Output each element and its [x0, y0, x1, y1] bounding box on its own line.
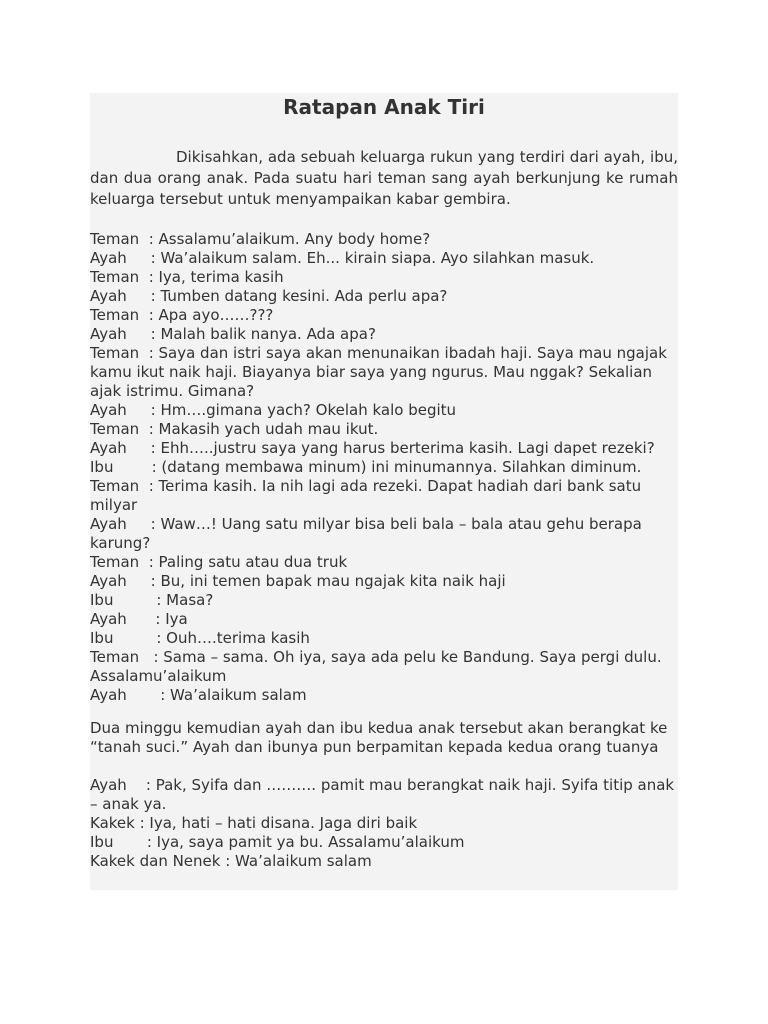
dialog-line: Teman : Terima kasih. Ia nih lagi ada rezeki. Dapat hadiah dari bank satu milyar: [90, 477, 646, 514]
dialog-line: Kakek : Iya, hati – hati disana. Jaga diri baik: [90, 814, 418, 832]
dialog-line: Ayah : Wa’alaikum salam: [90, 686, 307, 704]
dialog-line: Teman : Sama – sama. Oh iya, saya ada pelu ke Bandung. Saya pergi dulu. Assalamu’alaikum: [90, 648, 667, 685]
dialog-line: Ayah : Tumben datang kesini. Ada perlu apa?: [90, 287, 448, 305]
dialog-line: Ayah : Pak, Syifa dan ………. pamit mau berangkat naik haji. Syifa titip anak – anak ya.: [90, 776, 679, 813]
dialog-line: Ayah : Ehh…..justru saya yang harus berterima kasih. Lagi dapet rezeki?: [90, 439, 655, 457]
dialog-line: Kakek dan Nenek : Wa’alaikum salam: [90, 852, 372, 870]
dialog-line: Ibu : Iya, saya pamit ya bu. Assalamu’alaikum: [90, 833, 465, 851]
intro-paragraph: Dikisahkan, ada sebuah keluarga rukun yang terdiri dari ayah, ibu, dan dua orang anak. Pada suatu hari teman sang ayah berkunjung ke rumah keluarga tersebut untuk menyampaikan kabar gembira.: [90, 148, 678, 208]
dialog-line: Ibu : (datang membawa minum) ini minumannya. Silahkan diminum.: [90, 458, 642, 476]
dialog-block-2: [90, 776, 678, 871]
dialog-line: Teman : Assalamu’alaikum. Any body home?: [90, 230, 431, 248]
dialog-line: Ayah : Bu, ini temen bapak mau ngajak kita naik haji: [90, 572, 506, 590]
document-title: Ratapan Anak Tiri: [283, 95, 485, 119]
dialog-line: Ayah : Waw…! Uang satu milyar bisa beli bala – bala atau gehu berapa karung?: [90, 515, 647, 552]
dialog-line: Ibu : Ouh….terima kasih: [90, 629, 310, 647]
dialog-line: Ayah : Malah balik nanya. Ada apa?: [90, 325, 376, 343]
dialog-line: Teman : Apa ayo……???: [90, 306, 274, 324]
dialog-line: Ayah : Hm….gimana yach? Okelah kalo begitu: [90, 401, 457, 419]
dialog-line: Teman : Saya dan istri saya akan menunaikan ibadah haji. Saya mau ngajak kamu ikut naik haji. Biayanya biar saya yang ngurus. Mau nggak? Sekalian ajak istrimu. Gimana?: [90, 344, 672, 400]
dialog-line: Teman : Paling satu atau dua truk: [90, 553, 348, 571]
dialog-line: Teman : Iya, terima kasih: [90, 268, 284, 286]
dialog-line: Ayah : Iya: [90, 610, 188, 628]
dialog-line: Ayah : Wa’alaikum salam. Eh... kirain siapa. Ayo silahkan masuk.: [90, 249, 595, 267]
dialog-line: Ibu : Masa?: [90, 591, 214, 609]
dialog-block-1: [90, 230, 678, 705]
narrative-paragraph: Dua minggu kemudian ayah dan ibu kedua anak tersebut akan berangkat ke “tanah suci.” Ayah dan ibunya pun berpamitan kepada kedua orang tuanya: [90, 719, 673, 756]
dialog-line: Teman : Makasih yach udah mau ikut.: [90, 420, 379, 438]
